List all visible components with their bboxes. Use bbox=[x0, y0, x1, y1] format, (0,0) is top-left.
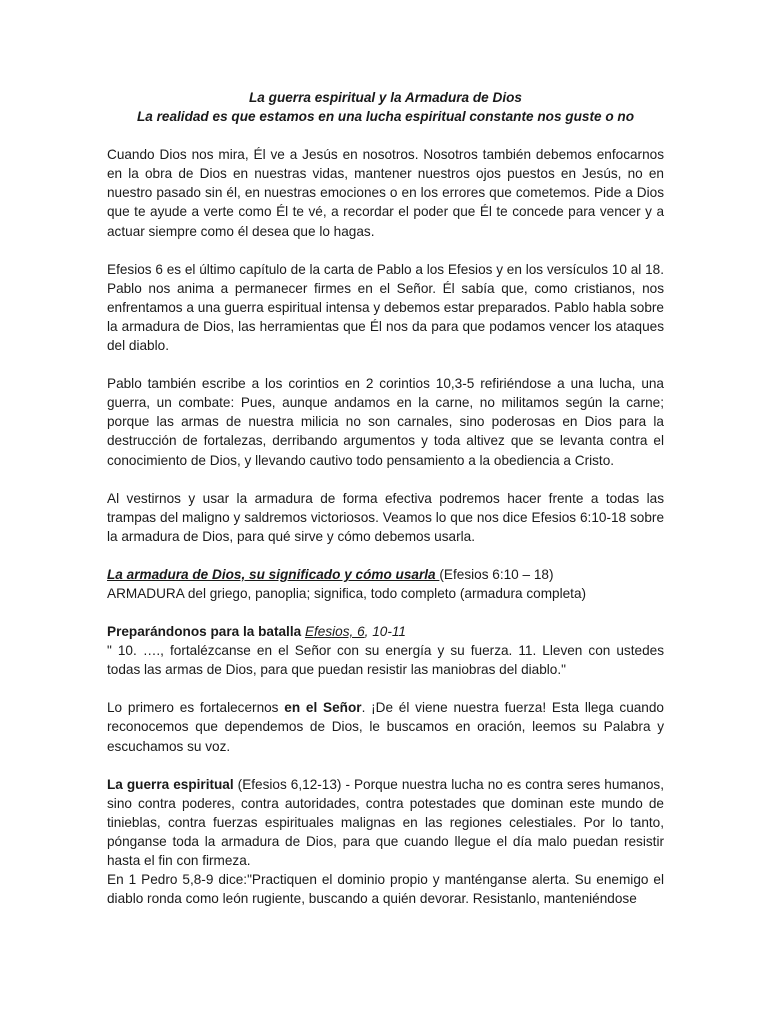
section-preparandonos-heading-line bbox=[107, 622, 664, 641]
fortalecer-bold: en el Señor bbox=[284, 700, 362, 716]
section-armadura-definition: ARMADURA del griego, panoplia; significa, todo completo (armadura completa) bbox=[107, 585, 587, 601]
paragraph-4: Al vestirnos y usar la armadura de forma efectiva podremos hacer frente a todas las trampas del maligno y saldremos victoriosos. Veamos lo que nos dice Efesios 6:10-18 sobre la armadura de Dios, para qué sirve y cómo debemos usarla. bbox=[107, 490, 664, 544]
section-preparandonos-heading: Preparándonos para la batalla bbox=[107, 624, 305, 640]
section-preparandonos-quote: " 10. …., fortalézcanse en el Señor con su energía y su fuerza. 11. Lleven con ustedes todas las armas de Dios, para que puedan resistir las maniobras del diablo." bbox=[107, 643, 664, 678]
fortalecer-intro: Lo primero es fortalecernos bbox=[107, 700, 285, 716]
fortalecer-rest: . ¡De él viene nuestra fuerza! Esta llega cuando reconocemos que dependemos de Dios, le buscamos en oración, leemos su Palabra y escuchamos su voz. bbox=[107, 700, 664, 754]
section-guerra-heading: La guerra espiritual bbox=[107, 776, 234, 792]
section-armadura-ref: (Efesios 6:10 – 18) bbox=[439, 566, 554, 582]
scripture-link-efesios[interactable]: Efesios, 6 bbox=[304, 624, 365, 640]
section-guerra-pedro: En 1 Pedro 5,8-9 dice:"Practiquen el dominio propio y manténganse alerta. Su enemigo el diablo ronda como león rugiente, buscando a quién devorar. Resistanlo, manteniéndose bbox=[107, 872, 664, 907]
paragraph-1: Cuando Dios nos mira, Él ve a Jesús en nosotros. Nosotros también debemos enfocarnos en la obra de Dios en nuestras vidas, mantener nuestros ojos puestos en Jesús, no en nuestro pasado sin él, en nuestras emociones o en los errores que cometemos. Pide a Dios que te ayude a verte como Él te vé, a recordar el poder que Él te concede para vencer y a actuar siempre como él desea que lo hagas. bbox=[107, 147, 664, 239]
scripture-ref-verses: , 10-11 bbox=[364, 624, 406, 640]
section-fortalecer bbox=[107, 698, 664, 755]
paragraph-3: Pablo también escribe a los corintios en 2 corintios 10,3-5 refiriéndose a una lucha, una guerra, un combate: Pues, aunque andamos en la carne, no militamos según la carne; porque las armas de nuestra milicia no son carnales, sino poderosas en Dios para la destrucción de fortalezas, derribando argumentos y toda altivez que se levanta contra el conocimiento de Dios, y llevando cautivo todo pensamiento a la obediencia a Cristo. bbox=[107, 376, 664, 468]
document-title: La guerra espiritual y la Armadura de Dios bbox=[249, 90, 522, 105]
section-guerra bbox=[107, 775, 664, 870]
section-armadura-heading: La armadura de Dios, su significado y cómo usarla bbox=[107, 566, 440, 582]
section-armadura-heading-line bbox=[107, 565, 664, 584]
document-subtitle: La realidad es que estamos en una lucha espiritual constante nos guste o no bbox=[136, 109, 635, 125]
section-guerra-text: (Efesios 6,12-13) - Porque nuestra lucha no es contra seres humanos, sino contra poderes, contra autoridades, contra potestades que dominan este mundo de tinieblas, contra fuerzas espirituales malignas en las regiones celestiales. Por lo tanto, pónganse toda la armadura de Dios, para que cuando llegue el día malo puedan resistir hasta el fin con firmeza. bbox=[107, 776, 664, 868]
paragraph-2: Efesios 6 es el último capítulo de la carta de Pablo a los Efesios y en los versículos 10 al 18. Pablo nos anima a permanecer firmes en el Señor. Él sabía que, como cristianos, nos enfrentamos a una guerra espiritual intensa y debemos estar preparados. Pablo habla sobre la armadura de Dios, las herramientas que Él nos da para que podamos vencer los ataques del diablo. bbox=[107, 261, 664, 354]
